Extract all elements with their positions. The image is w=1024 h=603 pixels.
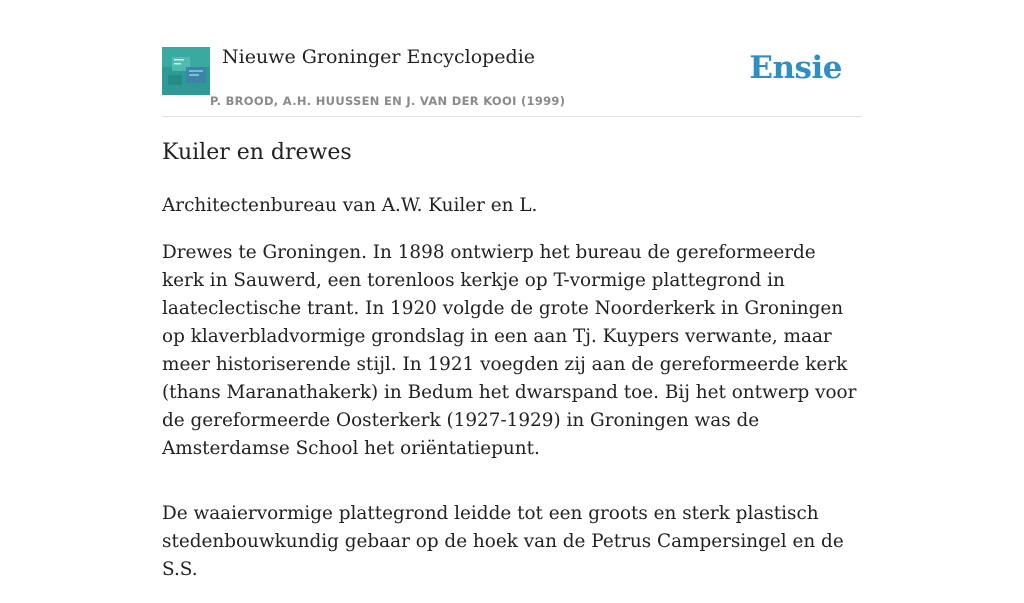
book-authors: P. BROOD, A.H. HUUSSEN EN J. VAN DER KOOI (1999) (210, 94, 566, 108)
page (162, 0, 862, 580)
book-header (162, 0, 862, 117)
book-cover-image[interactable] (162, 47, 210, 95)
entry-body (162, 192, 862, 603)
book-title[interactable]: Nieuwe Groninger Encyclopedie (222, 46, 536, 68)
ensie-logo[interactable]: Ensie (749, 50, 842, 86)
entry-paragraph-2: Drewes te Groningen. In 1898 ontwierp het bureau de gereformeerde kerk in Sauwerd, een torenloos kerkje op T-vormige plattegrond in laateclectische trant. In 1920 volgde de grote Noorderkerk in Groningen op klaverbladvormige grondslag in een aan Tj. Kuypers verwante, maar meer historiserende stijl. In 1921 voegden zij aan de gereformeerde kerk (thans Maranathakerk) in Bedum het dwarspand toe. Bij het ontwerp voor de gereformeerde Oosterkerk (1927-1929) in Groningen was de Amsterdamse School het oriëntatiepunt. (162, 242, 857, 459)
entry-paragraph-1: Architectenbureau van A.W. Kuiler en L. (162, 195, 538, 216)
entry-paragraph-3: De waaiervormige plattegrond leidde tot een groots en sterk plastisch stedenbouwkundig gebaar op de hoek van de Petrus Campersingel en de S.S. (162, 503, 844, 580)
book-cover-graphic (162, 47, 210, 95)
entry-title: Kuiler en drewes (162, 140, 352, 165)
